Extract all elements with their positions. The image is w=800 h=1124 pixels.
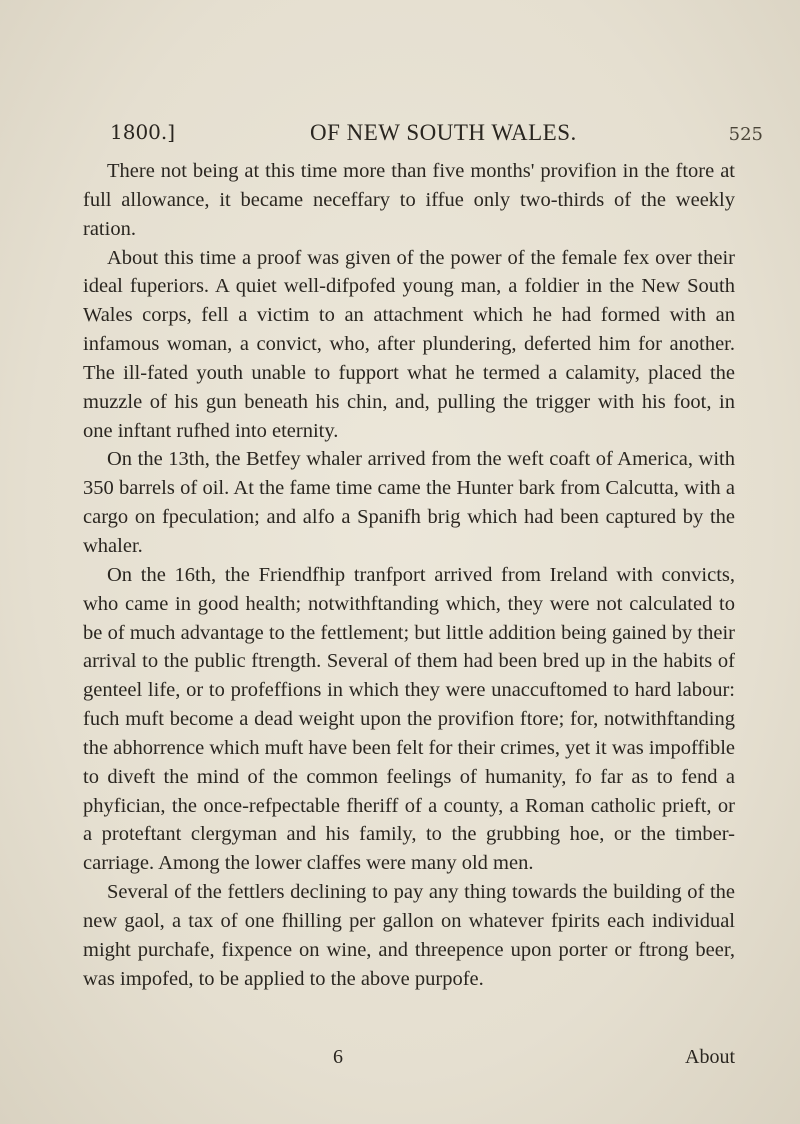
page-footer [83,1046,735,1076]
paragraph: On the 13th, the Betfey whaler arrived from the weft coaft of America, with 350 barrels of oil. At the fame time came the Hunter bark from Calcutta, with a cargo on fpeculation; and alfo a Spanifh brig which had been captured by the whaler. [83,448,735,557]
header-title: OF NEW SOUTH WALES. [310,120,577,145]
header-year: 1800.] [110,120,176,144]
signature-mark: 6 [333,1046,343,1068]
paragraph: About this time a proof was given of the power of the female fex over their ideal fuperiors. A quiet well-difpofed young man, a foldier in the New South Wales corps, fell a victim to an attachment which he had formed with an infamous woman, a convict, who, after plundering, deferted him for another. The ill-fated youth unable to fupport what he termed a calamity, placed the muzzle of his gun beneath his chin, and, pulling the trigger with his foot, in one inftant rufhed into eternity. [83,246,735,442]
paragraph: There not being at this time more than five months' provifion in the ftore at full allowance, it became neceffary to iffue only two-thirds of the weekly ration. [83,160,735,240]
catchword: About [685,1046,735,1068]
running-header [110,120,775,150]
body-text [83,157,735,993]
page-number: 525 [728,124,763,145]
paragraph: On the 16th, the Friendfhip tranfport arrived from Ireland with convicts, who came in good health; notwithftanding which, they were not calculated to be of much advantage to the fettlement; but little addition being gained by their arrival to the public ftrength. Several of them had been bred up in the habits of genteel life, or to profeffions in which they were unaccuftomed to hard labour: fuch muft become a dead weight upon the provifion ftore; for, notwithftanding the abhorrence which muft have been felt for their crimes, yet it was impoffible to diveft the mind of the common feelings of humanity, fo far as to fend a phyfician, the once-refpectable fheriff of a county, a Roman catholic prieft, or a proteftant clergyman and his family, to the grubbing hoe, or the timber-carriage. Among the lower claffes were many old men. [83,563,735,875]
paragraph: Several of the fettlers declining to pay any thing towards the building of the new gaol, a tax of one fhilling per gallon on whatever fpirits each individual might purchafe, fixpence on wine, and threepence upon porter or ftrong beer, was impofed, to be applied to the above purpofe. [83,881,735,990]
